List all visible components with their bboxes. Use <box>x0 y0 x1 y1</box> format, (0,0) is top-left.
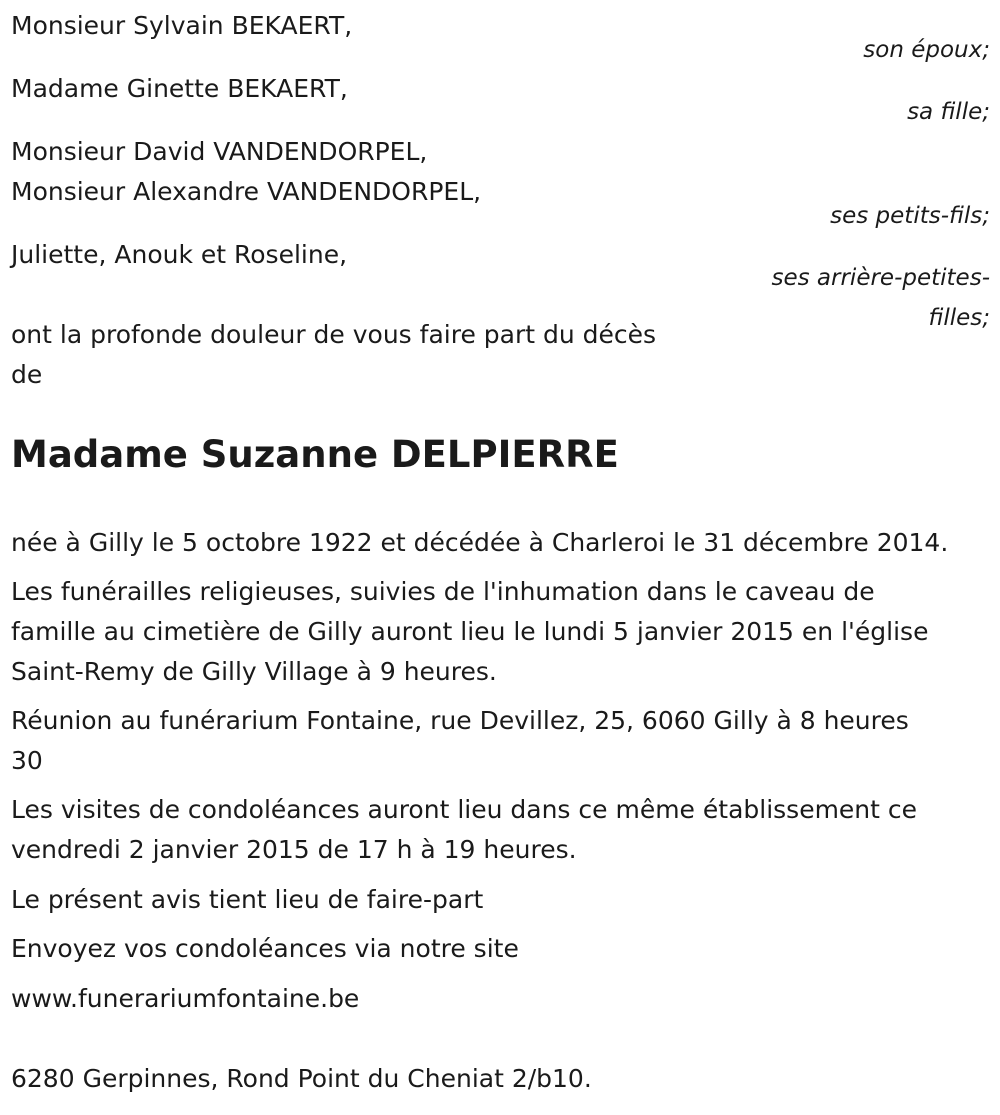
address-line: 6280 Gerpinnes, Rond Point du Cheniat 2/b10. <box>11 1064 592 1093</box>
family-relation-1: son époux; <box>863 37 990 63</box>
meeting-line-1: Réunion au funérarium Fontaine, rue Devillez, 25, 6060 Gilly à 8 heures <box>11 706 909 735</box>
family-name-2: Madame Ginette BEKAERT, <box>11 74 348 103</box>
family-relation-4a: ses arrière-petites- <box>771 265 990 291</box>
funeral-line-2: famille au cimetière de Gilly auront lieu le lundi 5 janvier 2015 en l'église <box>11 617 929 646</box>
family-name-3a: Monsieur David VANDENDORPEL, <box>11 137 428 166</box>
funeral-line-3: Saint-Remy de Gilly Village à 9 heures. <box>11 657 497 686</box>
family-relation-3: ses petits-fils; <box>830 203 990 229</box>
family-name-3b: Monsieur Alexandre VANDENDORPEL, <box>11 177 482 206</box>
family-name-4: Juliette, Anouk et Roseline, <box>11 240 348 269</box>
intro-line-1: ont la profonde douleur de vous faire part du décès <box>11 320 657 349</box>
family-relation-4b: filles; <box>928 305 990 331</box>
website-link[interactable]: www.funerariumfontaine.be <box>11 984 360 1013</box>
funeral-line-1: Les funérailles religieuses, suivies de l'inhumation dans le caveau de <box>11 577 875 606</box>
visits-line-1: Les visites de condoléances auront lieu dans ce même établissement ce <box>11 795 918 824</box>
intro-line-2: de <box>11 360 43 389</box>
meeting-line-2: 30 <box>11 746 43 775</box>
notice-line: Le présent avis tient lieu de faire-part <box>11 885 484 914</box>
visits-line-2: vendredi 2 janvier 2015 de 17 h à 19 heures. <box>11 835 577 864</box>
deceased-name: Madame Suzanne DELPIERRE <box>11 433 619 476</box>
birth-death-line: née à Gilly le 5 octobre 1922 et décédée à Charleroi le 31 décembre 2014. <box>11 528 949 557</box>
condolences-line: Envoyez vos condoléances via notre site <box>11 934 519 963</box>
family-name-1: Monsieur Sylvain BEKAERT, <box>11 11 353 40</box>
family-relation-2: sa fille; <box>907 99 990 125</box>
